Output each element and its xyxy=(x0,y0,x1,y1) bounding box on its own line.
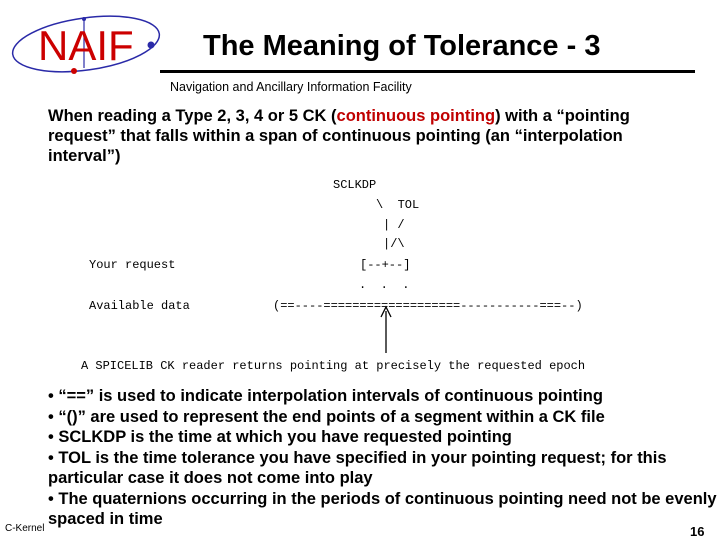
intro-part1: When reading a Type 2, 3, 4 or 5 CK ( xyxy=(48,107,337,125)
title-rule xyxy=(160,70,695,73)
tol-line: \ TOL xyxy=(376,198,420,212)
available-data-label: Available data xyxy=(89,299,190,313)
intro-part2: ) with a “pointing request” that falls within a span of continuous pointing (an “interpolation interval”) xyxy=(48,107,630,165)
bullet-item: • The quaternions occurring in the periods of continuous pointing need not be evenly spaced in time xyxy=(48,489,717,528)
bullet-item: • “==” is used to indicate interpolation intervals of continuous pointing xyxy=(48,387,603,405)
sclkdp-label: SCLKDP xyxy=(333,178,377,192)
bullet-item: • SCLKDP is the time at which you have requested pointing xyxy=(48,428,512,446)
your-request-label: Your request xyxy=(89,258,176,272)
bullet-item: • “()” are used to represent the end points of a segment within a CK file xyxy=(48,407,605,426)
bullet-list xyxy=(48,386,720,530)
dots-line: . . . xyxy=(359,278,410,292)
logo-antenna-dot xyxy=(82,17,86,21)
intro-highlight: continuous pointing xyxy=(336,107,496,125)
logo-dot-right xyxy=(148,42,155,49)
request-span: [--+--] xyxy=(360,258,411,272)
page-number: 16 xyxy=(690,524,705,539)
naif-logo xyxy=(8,10,168,80)
epoch-arrow-icon xyxy=(378,305,394,353)
bullet-item: • TOL is the time tolerance you have specified in your pointing request; for this particular case it does not come into play xyxy=(48,448,667,487)
intro-text xyxy=(48,106,688,166)
subtitle: Navigation and Ancillary Information Facility xyxy=(170,80,412,94)
footer-label: C-Kernel xyxy=(5,523,45,534)
arc-line: |/\ xyxy=(383,237,405,251)
bar-line: | / xyxy=(383,218,405,232)
page-title: The Meaning of Tolerance - 3 xyxy=(203,30,601,62)
logo-text: NAIF xyxy=(38,22,134,69)
diagram-caption: A SPICELIB CK reader returns pointing at precisely the requested epoch xyxy=(81,359,586,373)
data-span: (==----===================-----------===--) xyxy=(273,299,583,313)
